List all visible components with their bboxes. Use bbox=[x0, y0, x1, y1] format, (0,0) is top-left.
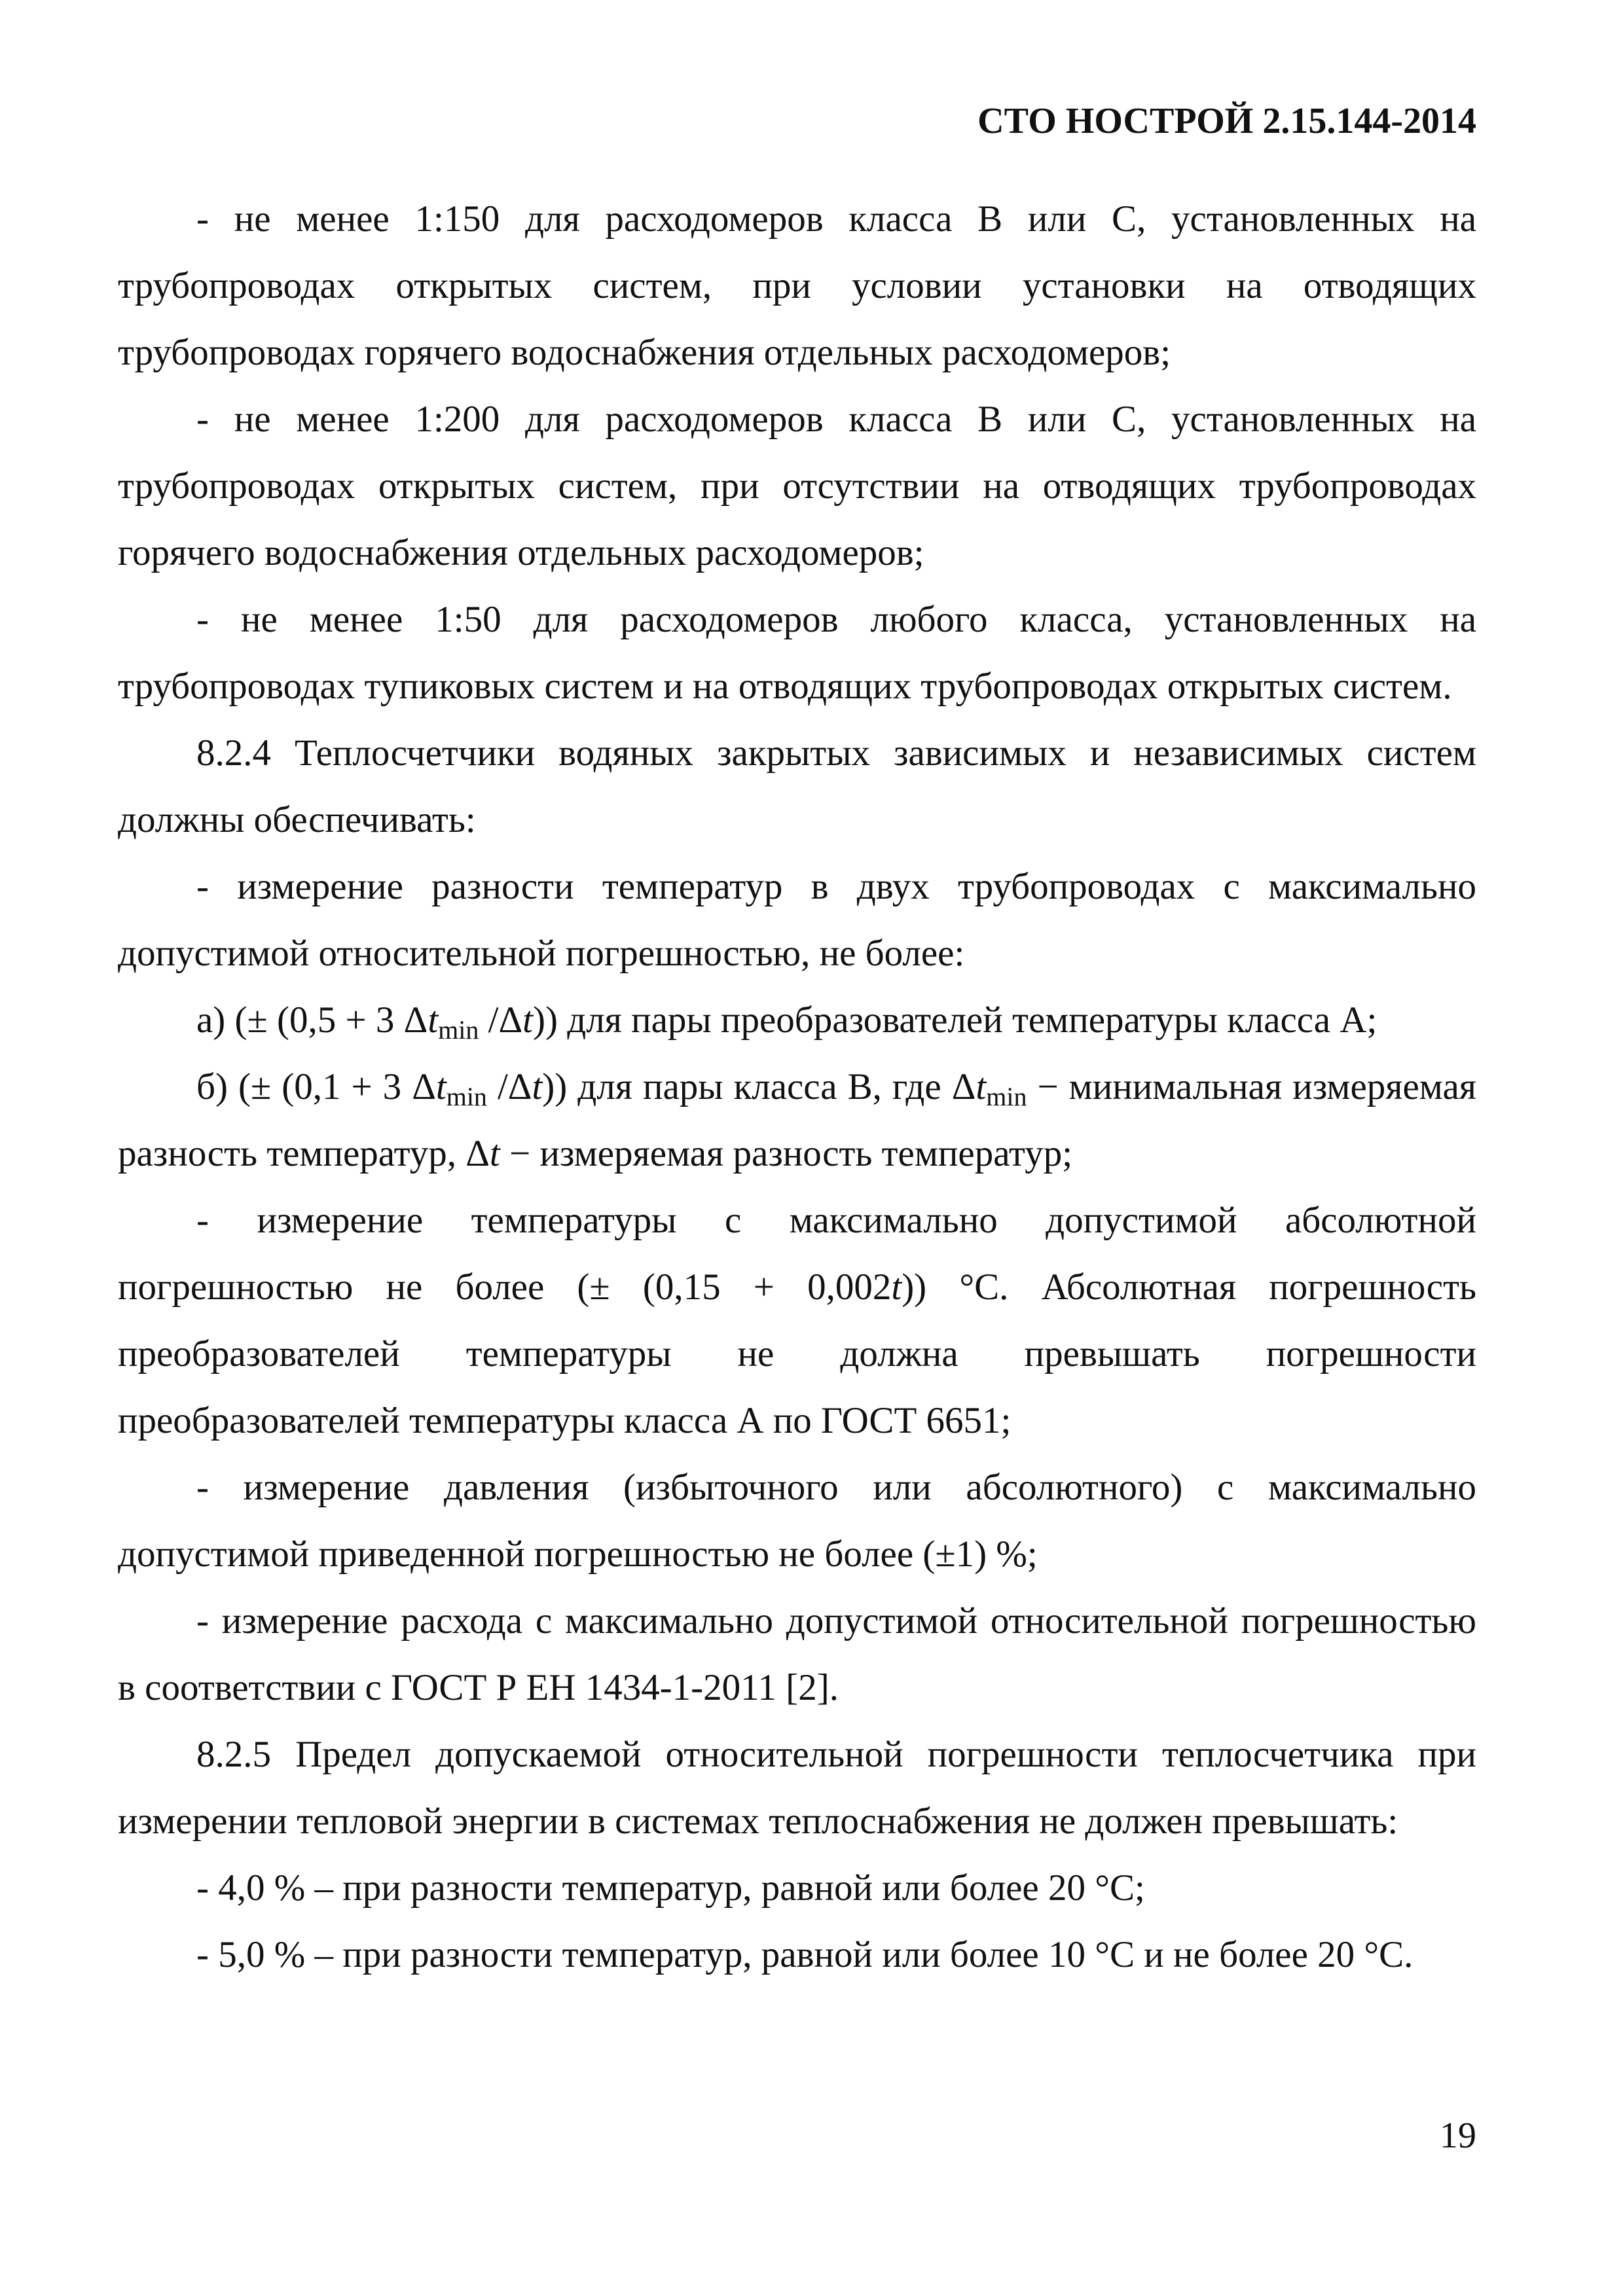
paragraph-section-8-2-4: 8.2.4 Теплосчетчики водяных закрытых зависимых и независимых систем должны обеспечивать: bbox=[118, 732, 1476, 840]
formula-subscript: min bbox=[446, 1082, 487, 1111]
formula-variable: t bbox=[435, 1066, 447, 1107]
formula-subscript: min bbox=[438, 1015, 479, 1045]
formula-variable: t bbox=[532, 1066, 543, 1107]
formula-subscript: min bbox=[986, 1082, 1027, 1111]
formula-variable: t bbox=[891, 1266, 902, 1308]
paragraph bbox=[118, 1187, 1476, 1454]
formula-variable: t bbox=[489, 1133, 500, 1174]
paragraph-section-8-2-5: 8.2.5 Предел допускаемой относительной погрешности теплосчетчика при измерении тепловой энергии в системах теплоснабжения не должен превышать: bbox=[118, 1734, 1476, 1842]
paragraph: - 4,0 % – при разности температур, равной или более 20 °С; bbox=[196, 1867, 1145, 1909]
paragraph: - не менее 1:50 для расходомеров любого класса, установленных на трубопроводах тупиковых систем и на отводящих трубопроводах открытых систем. bbox=[118, 599, 1476, 707]
formula-text: − измеряемая разность температур; bbox=[500, 1133, 1073, 1174]
paragraph: - 5,0 % – при разности температур, равной или более 10 °С и не более 20 °С. bbox=[196, 1934, 1413, 1975]
paragraph-formula-b bbox=[118, 1054, 1476, 1187]
formula-text: )) для пары преобразователей температуры класса А; bbox=[533, 999, 1377, 1041]
formula-text: а) (± (0,5 + 3 Δ bbox=[196, 999, 428, 1041]
paragraph: - измерение разности температур в двух трубопроводах с максимально допустимой относительной погрешностью, не более: bbox=[118, 866, 1476, 974]
formula-text: )) для пары класса В, где Δ bbox=[542, 1066, 976, 1107]
formula-text: /Δ bbox=[486, 1066, 532, 1107]
paragraph: - не менее 1:150 для расходомеров класса В или С, установленных на трубопроводах открытых систем, при условии установки на отводящих трубопроводах горячего водоснабжения отдельных расходомеров; bbox=[118, 198, 1476, 373]
paragraph: - не менее 1:200 для расходомеров класса В или С, установленных на трубопроводах открытых систем, при отсутствии на отводящих трубопроводах горячего водоснабжения отдельных расходомеров; bbox=[118, 399, 1476, 573]
paragraph: - измерение давления (избыточного или абсолютного) с максимально допустимой приведенной погрешностью не более (±1) %; bbox=[118, 1467, 1476, 1575]
page-number: 19 bbox=[1440, 2115, 1476, 2156]
formula-text: − минимальная измеряемая разность температур, Δ bbox=[118, 1066, 1476, 1174]
paragraph-text: )) °С. Абсолютная погрешность преобразователей температуры не должна превышать погрешности преобразователей температуры класса А по ГОСТ 6651; bbox=[118, 1266, 1476, 1441]
formula-text: б) (± (0,1 + 3 Δ bbox=[196, 1066, 436, 1107]
formula-variable: t bbox=[428, 999, 439, 1041]
document-code-header: СТО НОСТРОЙ 2.15.144-2014 bbox=[977, 101, 1476, 141]
formula-text: /Δ bbox=[479, 999, 523, 1041]
page-body bbox=[118, 186, 1476, 1988]
paragraph-formula-a bbox=[118, 987, 1476, 1054]
formula-variable: t bbox=[976, 1066, 987, 1107]
paragraph: - измерение расхода с максимально допустимой относительной погрешностью в соответствии с ГОСТ Р ЕН 1434-1-2011 [2]. bbox=[118, 1600, 1476, 1708]
paragraph-text: - измерение температуры с максимально допустимой абсолютной погрешностью не более (± (0,15 + 0,002 bbox=[118, 1200, 1476, 1308]
formula-variable: t bbox=[522, 999, 533, 1041]
